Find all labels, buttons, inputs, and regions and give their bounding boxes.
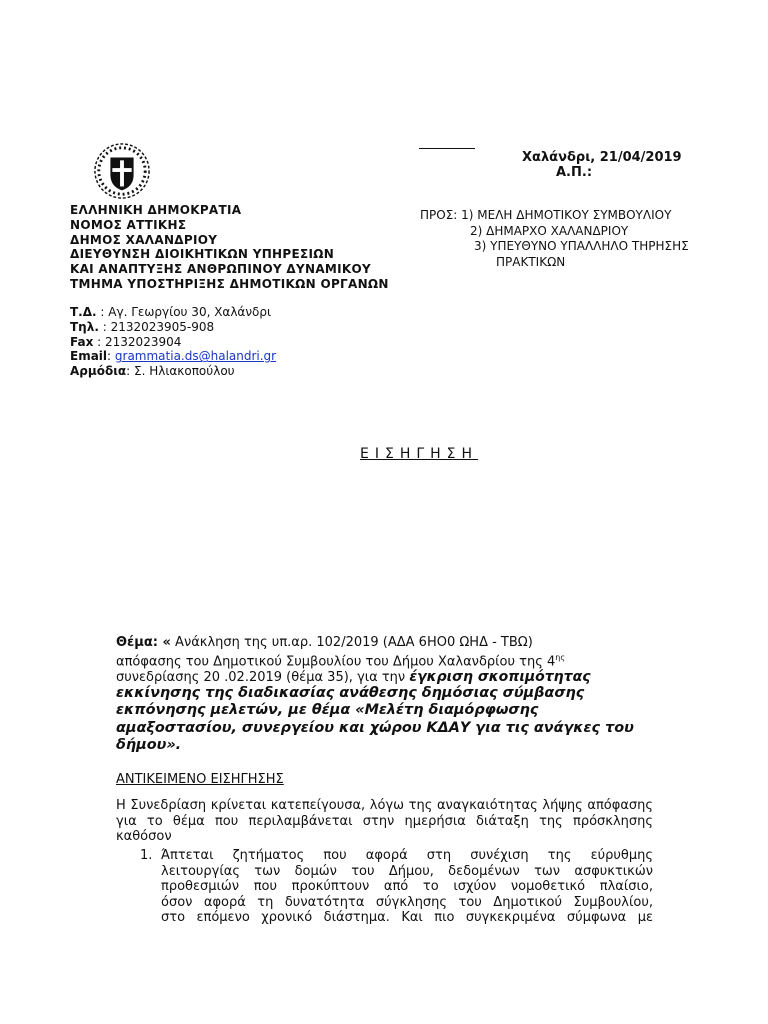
- address-label: Τ.Δ.: [70, 305, 97, 319]
- intro-paragraph: Η Συνεδρίαση κρίνεται κατεπείγουσα, λόγω της αναγκαιότητας λήψης απόφασης για το θέμα που περιλαμβάνεται στην ημερήσια διάταξη της πρόσκλησης καθόσον: [116, 798, 653, 845]
- document-date: Χαλάνδρι, 21/04/2019: [522, 150, 682, 165]
- protocol-number: Α.Π.:: [556, 165, 593, 180]
- org-line: ΝΟΜΟΣ ΑΤΤΙΚΗΣ: [70, 217, 187, 232]
- recipients-block: [420, 208, 689, 270]
- responsible-value: : Σ. Ηλιακοπούλου: [126, 364, 235, 379]
- list-number: 1.: [140, 848, 153, 863]
- subject-text: Ανάκληση της υπ.αρ. 102/2019 (ΑΔΑ 6ΗΟ0 ΩΗΔ - ΤΒΩ): [170, 635, 533, 650]
- subject-superscript: ης: [555, 653, 566, 663]
- recipient-line: ΠΡΟΣ: 1) ΜΕΛΗ ΔΗΜΟΤΙΚΟΥ ΣΥΜΒΟΥΛΙΟΥ: [420, 208, 672, 222]
- document-title: ΕΙΣΗΓΗΣΗ: [360, 446, 479, 462]
- recipient-line: ΠΡΑΚΤΙΚΩΝ: [496, 254, 566, 269]
- subject-bold-line: εκπόνησης μελετών, με θέμα «Μελέτη διαμόρφωσης: [116, 702, 539, 719]
- email-label: Email: [70, 349, 108, 364]
- list-item-line: προθεσμιών που προκύπτουν από το ισχύον νομοθετικό πλαίσιο,: [161, 879, 653, 895]
- subject-bold-line: αμαξοστασίου, συνεργείου και χώρου ΚΔΑΥ για τις ανάγκες του: [116, 719, 634, 736]
- org-line: ΔΙΕΥΘΥΝΣΗ ΔΙΟΙΚΗΤΙΚΩΝ ΥΠΗΡΕΣΙΩΝ: [70, 247, 335, 262]
- subject-emphasis: έγκριση σκοπιμότητας: [409, 668, 591, 685]
- header-line: [419, 148, 475, 149]
- list-item-line: στο επόμενο χρονικό διάστημα. Και πιο συγκεκριμένα σύμφωνα με: [161, 910, 653, 926]
- subject-text: συνεδρίασης 20 .02.2019 (θέμα 35), για την: [116, 669, 410, 685]
- numbered-list: [140, 848, 653, 926]
- list-item-line: λειτουργίας των δομών του Δήμου, δεδομένων των ασφυκτικών: [161, 863, 653, 879]
- list-item: [161, 848, 653, 926]
- phone-label: Τηλ.: [70, 319, 99, 334]
- contact-block: [70, 305, 276, 379]
- org-line: ΚΑΙ ΑΝΑΠΤΥΞΗΣ ΑΝΘΡΩΠΙΝΟΥ ΔΥΝΑΜΙΚΟΥ: [70, 262, 372, 277]
- email-separator: :: [107, 349, 115, 364]
- greek-emblem-icon: [93, 142, 151, 200]
- organization-block: [70, 203, 389, 292]
- responsible-label: Αρμόδια: [70, 364, 127, 379]
- org-line: ΔΗΜΟΣ ΧΑΛΑΝΔΡΙΟΥ: [70, 232, 218, 247]
- subject-block: [116, 635, 656, 755]
- email-link[interactable]: grammatia.ds@halandri.gr: [114, 349, 277, 364]
- subject-label: Θέμα: «: [116, 635, 171, 650]
- subject-text: απόφασης του Δημοτικού Συμβουλίου του Δήμου Χαλανδρίου της 4: [116, 654, 556, 670]
- org-line: ΤΜΗΜΑ ΥΠΟΣΤΗΡΙΞΗΣ ΔΗΜΟΤΙΚΩΝ ΟΡΓΑΝΩΝ: [70, 276, 389, 291]
- address-value: : Αγ. Γεωργίου 30, Χαλάνδρι: [96, 305, 272, 319]
- phone-value: : 2132023905-908: [98, 319, 215, 334]
- list-item-line: Άπτεται ζητήματος που αφορά στη συνέχιση της εύρυθμης: [161, 848, 653, 863]
- fax-label: Fax: [70, 334, 94, 349]
- fax-value: : 2132023904: [93, 334, 182, 349]
- recipient-line: 2) ΔΗΜΑΡΧΟ ΧΑΛΑΝΔΡΙΟΥ: [470, 223, 629, 238]
- section-heading: ΑΝΤΙΚΕΙΜΕΝΟ ΕΙΣΗΓΗΣΗΣ: [116, 772, 284, 787]
- subject-bold-line: εκκίνησης της διαδικασίας ανάθεσης δημόσιας σύμβασης: [116, 684, 585, 701]
- subject-bold-line: δήμου».: [116, 737, 182, 754]
- recipient-line: 3) ΥΠΕΥΘΥΝΟ ΥΠΑΛΛΗΛΟ ΤΗΡΗΣΗΣ: [474, 239, 689, 253]
- org-line: ΕΛΛΗΝΙΚΗ ΔΗΜΟΚΡΑΤΙΑ: [70, 203, 242, 217]
- list-item-line: όσον αφορά τη δυνατότητα σύγκλησης του Δημοτικού Συμβουλίου,: [161, 894, 653, 910]
